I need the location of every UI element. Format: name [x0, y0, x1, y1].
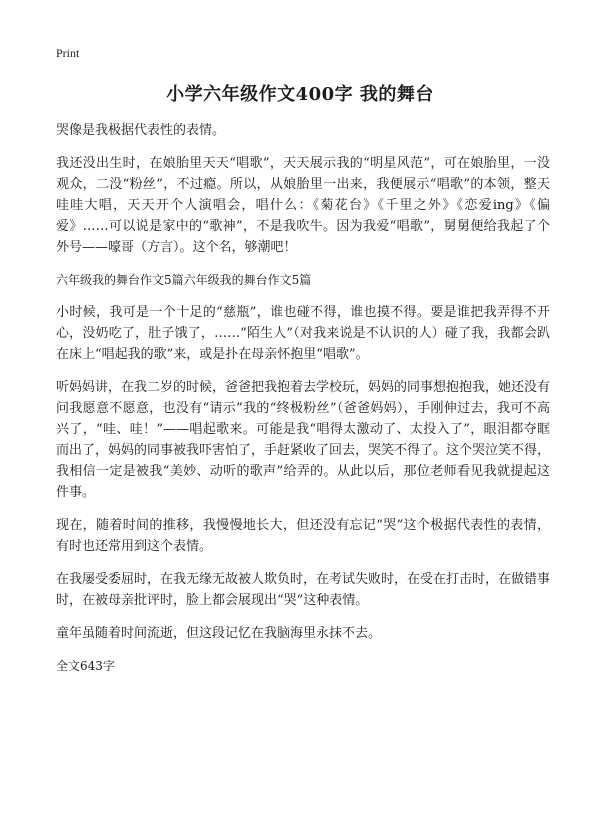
paragraph-intro: 哭像是我极据代表性的表情。: [56, 123, 226, 138]
paragraph-growing-up: 现在，随着时间的推移，我慢慢地长大，但还没有忘记“哭”这个极据代表性的表情，有时也还常用到这个表情。: [56, 518, 550, 554]
article-body: [56, 120, 550, 676]
paragraph-crying-moments: 在我屡受委屈时，在我无缘无故被人欺负时，在考试失败时，在受在打击时，在做错事时，在被母亲批评时，脸上都会展现出“哭”这种表情。: [56, 572, 551, 608]
paragraph-childhood: 小时候，我可是一个十足的“慈瓶”，谁也碰不得，谁也摸不得。要是谁把我弄得不开心，没奶吃了，肚子饿了，……“陌生人”（对我来说是不认识的人）碰了我，我都会趴在床上“唱起我的歌”来，或是扑在母亲怀抱里“唱歌”。: [56, 305, 550, 362]
paragraph-mother-story: 听妈妈讲，在我二岁的时候，爸爸把我抱着去学校玩，妈妈的同事想抱抱我，她还没有问我愿意不愿意，也没有“请示”我的“终极粉丝”（爸爸妈妈），手刚伸过去，我可不高兴了，“哇、哇！”——唱起歌来。可能是我“唱得太激动了、太投入了”，眼泪都夺眶而出了，妈妈的同事被我吓害怕了，手赶紧收了回去，哭笑不得了。这个哭泣笑不得，我相信一定是被我“美妙、动听的歌声”给弄的。从此以后，那位老师看见我就提起这件事。: [56, 380, 551, 500]
page-title: 小学六年级作文400字 我的舞台: [166, 84, 434, 105]
related-articles-heading: 六年级我的舞台作文5篇六年级我的舞台作文5篇: [56, 273, 312, 287]
word-count: 全文643字: [56, 659, 115, 673]
paragraph-conclusion: 童年虽随着时间流逝，但这段记忆在我脑海里永抹不去。: [56, 626, 382, 641]
print-link[interactable]: Print: [56, 46, 80, 60]
paragraph-singing: 我还没出生时，在娘胎里天天“唱歌”，天天展示我的“明星风范”，可在娘胎里，一没观众，二没“粉丝”，不过瘾。所以，从娘胎里一出来，我便展示“唱歌”的本领，整天哇哇大唱，天天开个人演唱会，唱什么：《菊花台》《千里之外》《恋爱ing》《偏爱》……可以说是家中的“歌神”，不是我吹牛。因为我爱“唱歌”，舅舅便给我起了个外号——嚎哥（方言）。这个名，够潮吧！: [56, 156, 550, 255]
